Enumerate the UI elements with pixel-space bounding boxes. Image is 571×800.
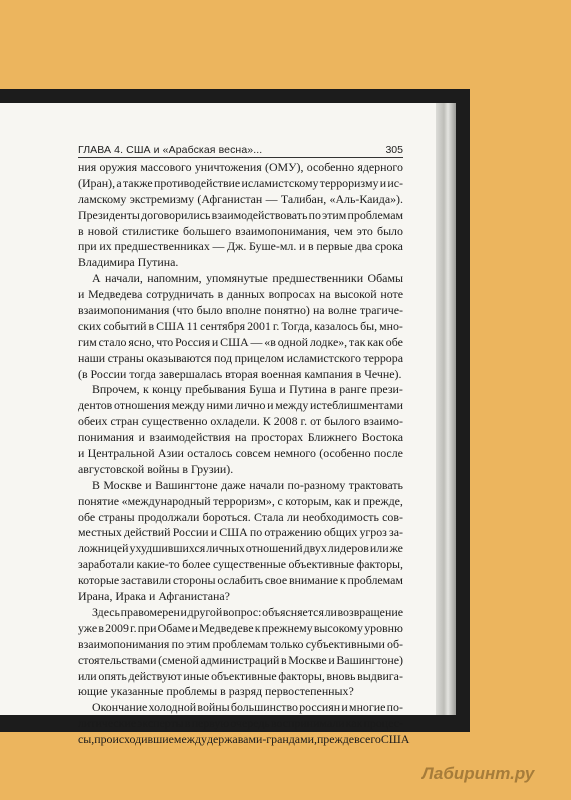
text-line: понимания и взаимодействия на просторах Ближнего Востока [78, 430, 403, 445]
chapter-title: ГЛАВА 4. США и «Арабская весна»... [78, 144, 263, 156]
text-line: которые заставили стороны ослабить свое внимание к проблемам [78, 573, 403, 588]
text-line: ющие указанные проблемы в разряд первостепенных? [78, 684, 354, 699]
text-line: местных действий России и США по отражению общих угроз за- [78, 525, 403, 540]
text-line: ния оружия массового уничтожения (ОМУ), особенно ядерного [78, 160, 403, 174]
text-line: (в России тогда завершалась вторая военная кампания в Чечне). [78, 366, 402, 381]
text-line: наши страны оказываются под прицелом исламистского террора [78, 350, 403, 365]
header-rule [78, 157, 403, 158]
text-line: при их предшественниках — Дж. Буше-мл. и в первые два срока [78, 239, 403, 254]
text-line: Ирана, Ирака и Афганистана? [78, 589, 230, 604]
text-line: ложницей ухудшившихся личных отношений двух лидеров или же [78, 541, 403, 556]
text-line: и Медведева сотрудничать в данных вопросах на высокой ноте [78, 287, 403, 302]
text-line: Здесь правомерен и другой вопрос: объясняется ли возвращение [92, 604, 403, 619]
text-line: литические эксперты в первую очередь воспринимали как процес- [78, 716, 403, 731]
page-edge [436, 103, 456, 715]
text-line: В Москве и Вашингтоне даже начали по-разному трактовать [92, 477, 403, 492]
text-line: Президенты договорились взаимодействовать по этим проблемам [78, 207, 403, 222]
text-line: августовской войны в Грузии). [78, 461, 234, 476]
text-line: Впрочем, к концу пребывания Буша и Путина в ранге прези- [92, 382, 403, 397]
text-line: сы, происходившие между державами-грандами, прежде всего США [78, 732, 410, 747]
text-line: ламскому экстремизму (Афганистан — Талибан, «Аль-Каида»). [78, 191, 403, 206]
text-line: взаимопонимания (что было вполне понятно) на волне трагиче- [78, 303, 403, 318]
text-line: гим стало ясно, что Россия и США — «в одной лодке», так как обе [78, 334, 403, 349]
text-line: обеих стран существенно охладели. К 2008 г. от былого взаимо- [78, 414, 403, 429]
text-line: обе страны продолжали бороться. Стала ли необходимость сов- [78, 509, 403, 524]
text-line: дентов отношения между ними лично и между истеблишментами [78, 398, 403, 413]
body-text [78, 160, 410, 748]
text-line: уже в 2009 г. при Обаме и Медведеве к прежнему высокому уровню [78, 620, 403, 635]
text-line: заработали какие-то более существенные объективные факторы, [78, 557, 403, 572]
text-line: Владимира Путина. [78, 255, 179, 270]
text-line: взаимопонимания по этим проблемам только субъективными об- [78, 636, 403, 651]
text-line: понятие «международный терроризм», с которым, как и прежде, [78, 493, 403, 508]
text-line: или опять действуют иные объективные факторы, вновь выдвига- [78, 668, 403, 683]
text-line: (Иран), а также противодействие исламистскому терроризму и ис- [78, 175, 403, 190]
running-header [78, 144, 403, 158]
text-line: и Центральной Азии осталось совсем немного (особенно после [78, 446, 403, 461]
page-number: 305 [385, 144, 403, 156]
watermark-logo: Лабиринт.ру [422, 764, 535, 783]
text-line: ских событий в США 11 сентября 2001 г. Тогда, казалось бы, мно- [78, 318, 403, 333]
text-line: Окончание холодной войны большинство россиян и многие по- [92, 700, 403, 715]
text-line: стоятельствами (сменой администраций в Москве и Вашингтоне) [78, 652, 403, 667]
text-line: А начали, напомним, упомянутые предшественники Обамы [92, 271, 403, 286]
text-line: в новой стилистике большего взаимопонимания, чем это было [78, 223, 403, 238]
